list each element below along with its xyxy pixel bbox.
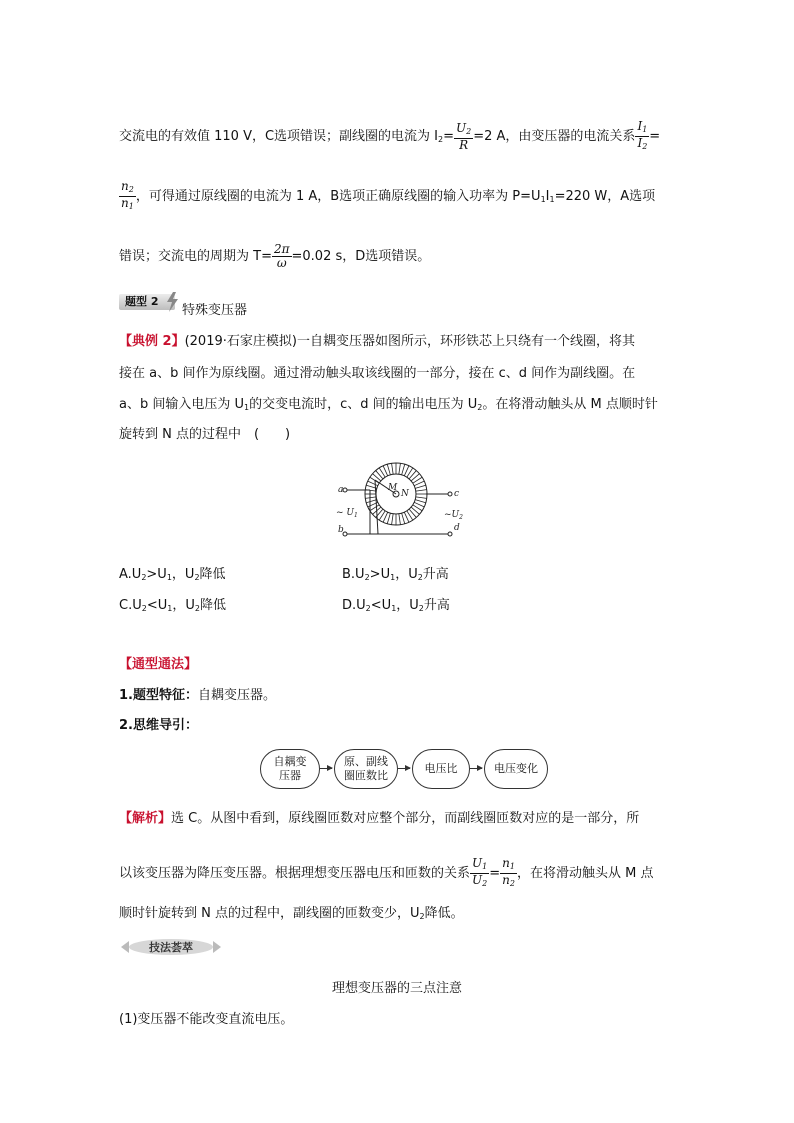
text: 错误；交流电的周期为 T= [119,249,272,264]
option-a[interactable]: $A.U_2>U_1$，$U_2$降低 [119,567,226,582]
label-n: N [401,489,409,499]
flow-step-1 [260,749,320,789]
text: I [545,189,550,204]
option-c[interactable]: $C.U_2<U_1$，$U_2$降低 [119,598,226,613]
coil-turn [415,500,426,503]
label-u2: $\sim U_2$ [444,510,463,521]
frac-num: n [121,179,129,193]
subscript: 2 [642,142,648,151]
text: = [649,129,661,144]
section-title: 特殊变压器 [182,303,248,318]
coil-turn [387,513,390,524]
subscript: 1 [642,125,648,134]
subscript: 2 [466,126,472,136]
coil-turn [399,514,401,525]
label-u1: ~ $U_1$ [336,508,358,519]
para1-line2 [119,180,655,213]
subscript: 1 [540,195,546,204]
frac-num: 2π [273,242,290,256]
arrow-icon [320,768,332,769]
coil-turn [392,514,394,525]
svg-text:技法荟萃: 技法荟萃 [149,941,193,954]
fraction-u2-over-r [454,122,473,152]
option-b[interactable]: $B.U_2>U_1$，$U_2$升高 [342,567,449,582]
label-b: b [338,525,344,535]
coil-turn [387,464,390,475]
frac-den: ω [276,256,287,270]
subscript: 2 [128,185,134,194]
para1-line3 [119,243,430,270]
coil-turn [416,490,427,492]
subscript: 2 [438,135,444,144]
fraction-i1-over-i2 [635,120,649,153]
label-a: a [338,485,344,495]
flow-step-4 [484,749,548,789]
subscript: 2 [419,912,425,921]
lightning-icon [164,292,180,312]
fraction-n2-over-n1 [119,180,136,213]
coil-turn [402,464,405,475]
text: 的交变电流时，c、d 间的输出电压为 U [249,397,478,412]
arrow-icon [398,768,410,769]
fraction-u1-over-u2: $\frac{U_1}{U_2}$ [472,856,488,888]
coil-turn [366,500,377,503]
flow-label: 电压变化 [494,762,538,775]
text: 。在将滑动触头从 M 点顺时针 [482,397,658,412]
flow-label: 自耦变 压器 [273,755,307,782]
subscript: 1 [128,202,134,211]
jifa-badge [119,938,223,956]
text: ，在将滑动触头从 M 点 [516,866,654,881]
text: (2019·石家庄模拟)一自耦变压器如图所示，环形铁芯上只绕有一个线圈，将其 [184,334,635,349]
flow-step-3 [412,749,470,789]
analysis-line1 [119,810,639,828]
analysis-tag: 【解析】 [119,811,172,826]
example-line1 [119,333,635,351]
text: 以该变压器为降压变压器。根据理想变压器电压和匝数的关系 [119,866,471,881]
example-tag: 【典例 2】 [119,334,185,349]
example-line3 [119,396,658,417]
section-badge: 题型 2 [119,294,175,310]
frac-den: R [459,137,469,152]
fraction-n1-over-n2: $\frac{n_1}{n_2}$ [502,856,515,888]
text: 自耦变压器。 [197,688,276,703]
method-tag: 【通型通法】 [119,657,198,672]
text: 顺时针旋转到 N 点的过程中，副线圈的匝数变少，U [119,906,420,921]
text: 选 C。从图中看到，原线圈匝数对应整个部分，而副线圈匝数对应的是一部分，所 [171,811,640,826]
text: = [489,866,501,881]
method-p2: 2.思维导引： [119,718,198,733]
coil-turn [402,513,405,524]
example-line4: 旋转到 N 点的过程中 ( ) [119,427,291,442]
coil-turn [399,463,401,474]
coil-turn [416,497,427,499]
subscript: 1 [549,195,555,204]
text: ，可得通过原线圈的电流为 1 A，B选项正确原线圈的输入功率为 P=U [135,189,541,204]
arrow-icon [470,768,482,769]
coil-turn [365,497,376,499]
frac-den: I [637,136,643,150]
para1-line1 [119,120,660,153]
subscript: 1 [244,403,250,412]
subscript: 2 [477,403,483,412]
fraction-2pi-over-omega [272,243,292,270]
label: 1.题型特征： [119,688,198,703]
text: 交流电的有效值 110 V，C选项错误；副线圈的电流为 I [119,129,439,144]
frac-den: n [121,196,129,210]
frac-num: U [456,120,467,135]
text: =0.02 s，D选项错误。 [291,249,431,264]
text: = [443,129,455,144]
analysis-line3 [119,905,464,926]
text: 降低。 [424,906,464,921]
coil-turn [392,463,394,474]
flow-label: 原、副线 圈匝数比 [344,755,388,782]
text: =220 W，A选项 [554,189,656,204]
flow-step-2 [334,749,398,789]
analysis-line2 [119,857,653,890]
label-c: c [454,489,460,499]
label-m: M [388,483,398,493]
label-d: d [454,523,460,533]
tips-title: 理想变压器的三点注意 [331,981,462,996]
text: =2 A，由变压器的电流关系 [473,129,636,144]
flow-label: 电压比 [424,762,458,775]
frac-num: I [637,119,643,133]
method-p1 [119,687,276,705]
example-line2: 接在 a、b 间作为原线圈。通过滑动触头取该线圈的一部分，接在 c、d 间作为副线圈。在 [119,366,636,381]
coil-turn [415,485,426,488]
text: a、b 间输入电压为 U [119,397,244,412]
tips-item-1: (1)变压器不能改变直流电压。 [119,1012,294,1027]
autotransformer-figure [330,458,470,540]
option-d[interactable]: $D.U_2<U_1$，$U_2$升高 [342,598,450,613]
